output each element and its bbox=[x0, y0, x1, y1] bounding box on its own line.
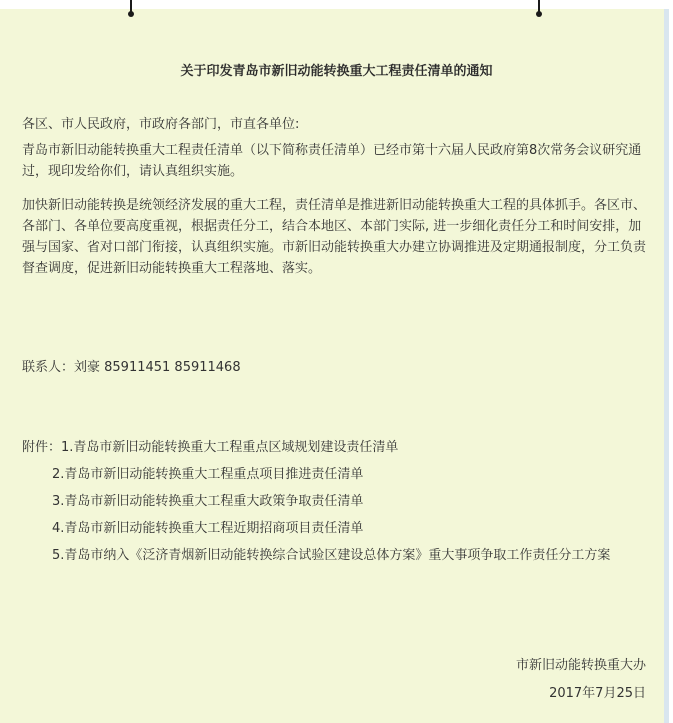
attachment-item: 2.青岛市新旧动能转换重大工程重点项目推进责任清单 bbox=[52, 467, 364, 482]
page-edge-shadow bbox=[664, 9, 669, 723]
attachment-item: 4.青岛市新旧动能转换重大工程近期招商项目责任清单 bbox=[52, 521, 364, 536]
attachment-item: 5.青岛市纳入《泛济青烟新旧动能转换综合试验区建设总体方案》重大事项争取工作责任分工方案 bbox=[52, 548, 611, 563]
document-title: 关于印发青岛市新旧动能转换重大工程责任清单的通知 bbox=[180, 64, 493, 79]
hanging-pin-left bbox=[130, 0, 132, 15]
signature-date: 2017年7月25日 bbox=[549, 686, 646, 701]
signature-organization: 市新旧动能转换重大办 bbox=[515, 658, 646, 673]
salutation: 各区、市人民政府，市政府各部门，市直各单位: bbox=[22, 117, 300, 132]
hanging-pin-right bbox=[538, 0, 540, 15]
contact-line: 联系人：刘豪 85911451 85911468 bbox=[22, 360, 241, 375]
attachment-item: 3.青岛市新旧动能转换重大工程重大政策争取责任清单 bbox=[52, 494, 364, 509]
paragraph-approval: 青岛市新旧动能转换重大工程责任清单（以下简称责任清单）已经市第十六届人民政府第8次常务会议研究通过，现印发给你们，请认真组织实施。 bbox=[22, 143, 642, 179]
attachment-item: 附件：1.青岛市新旧动能转换重大工程重点区域规划建设责任清单 bbox=[22, 440, 399, 455]
paragraph-instructions: 加快新旧动能转换是统领经济发展的重大工程，责任清单是推进新旧动能转换重大工程的具体抓手。各区市、各部门、各单位要高度重视，根据责任分工，结合本地区、本部门实际, 进一步细化责任分工和时间安排，加强与国家、省对口部门衔接，认真组织实施。市新旧动能转换重大办建立协调推进及定期通报制度，分工负责督查调度，促进新旧动能转换重大工程落地、落实。 bbox=[22, 198, 647, 276]
